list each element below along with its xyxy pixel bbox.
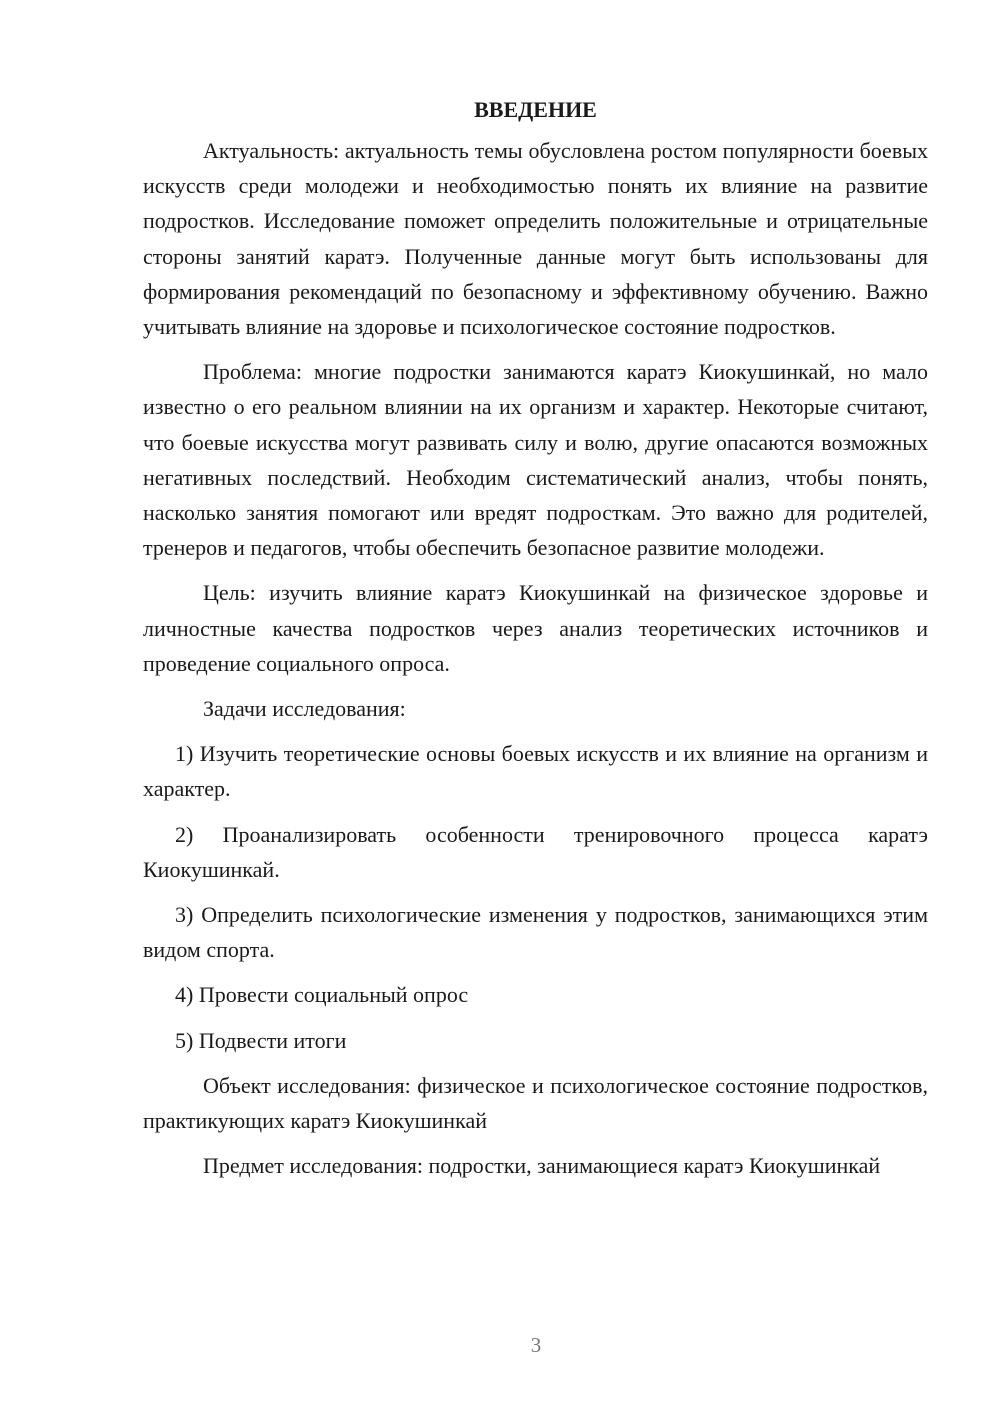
task-item-1: 1) Изучить теоретические основы боевых искусств и их влияние на организм и характер. <box>143 741 928 802</box>
task-item-5: 5) Подвести итоги <box>175 1027 347 1053</box>
page-content <box>143 92 928 1193</box>
task-item-3: 3) Определить психологические изменения у подростков, занимающихся этим видом спорта. <box>143 902 928 963</box>
tasks-heading: Задачи исследования: <box>203 696 406 722</box>
paragraph-goal: Цель: изучить влияние каратэ Киокушинкай на физическое здоровье и личностные качества подростков через анализ теоретических источников и проведение социального опроса. <box>143 580 928 676</box>
paragraph-relevance: Актуальность: актуальность темы обусловлена ростом популярности боевых искусств среди молодежи и необходимостью понять их влияние на развитие подростков. Исследование поможет определить положительные и отрицательные стороны занятий каратэ. Полученные данные могут быть использованы для формирования рекомендаций по безопасному и эффективному обучению. Важно учитывать влияние на здоровье и психологическое состояние подростков. <box>143 138 928 340</box>
task-item-2: 2) Проанализировать особенности тренировочного процесса каратэ Киокушинкай. <box>143 821 928 882</box>
paragraph-research-object: Объект исследования: физическое и психологическое состояние подростков, практикующих каратэ Киокушинкай <box>143 1072 928 1134</box>
paragraph-research-subject: Предмет исследования: подростки, занимающиеся каратэ Киокушинкай <box>203 1153 881 1179</box>
page-number: 3 <box>530 1333 542 1357</box>
task-item-4: 4) Провести социальный опрос <box>175 982 469 1008</box>
section-title: ВВЕДЕНИЕ <box>474 97 597 122</box>
paragraph-problem: Проблема: многие подростки занимаются каратэ Киокушинкай, но мало известно о его реальном влиянии на их организм и характер. Некоторые считают, что боевые искусства могут развивать силу и волю, другие опасаются возможных негативных последствий. Необходим систематический анализ, чтобы понять, насколько занятия помогают или вредят подросткам. Это важно для родителей, тренеров и педагогов, чтобы обеспечить безопасное развитие молодежи. <box>143 359 928 561</box>
